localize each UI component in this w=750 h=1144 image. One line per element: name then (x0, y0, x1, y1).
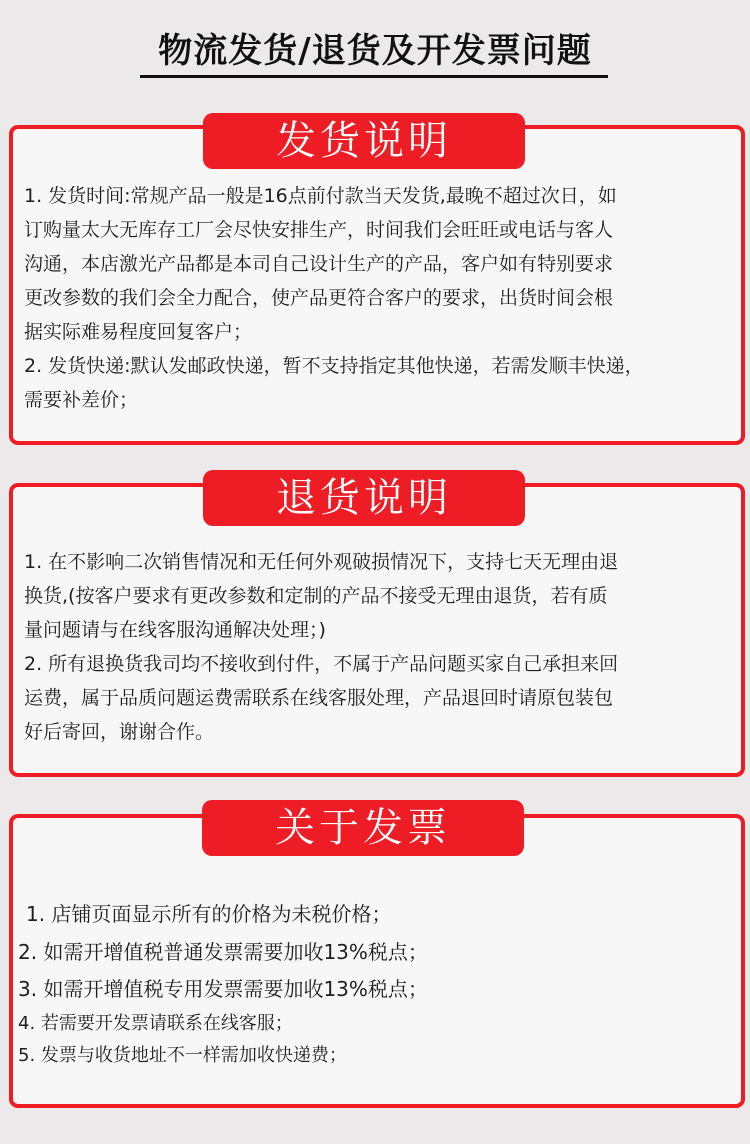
returns-line: 量问题请与在线客服沟通解决处理；) (24, 619, 326, 641)
invoice-item: 3. 如需开增值税专用发票需要加收13%税点； (18, 977, 428, 1001)
invoice-item: 2. 如需开增值税普通发票需要加收13%税点； (18, 940, 428, 964)
shipping-line: 需要补差价； (24, 389, 139, 411)
returns-heading-badge: 退货说明 (203, 470, 525, 526)
returns-line: 换货,(按客户要求有更改参数和定制的产品不接受无理由退货，若有质 (24, 585, 608, 607)
invoice-item: 5. 发票与收货地址不一样需加收快递费； (18, 1045, 347, 1066)
returns-line: 2. 所有退换货我司均不接收到付件，不属于产品问题买家自己承担来回 (24, 653, 619, 675)
invoice-item: 4. 若需要开发票请联系在线客服； (18, 1013, 293, 1034)
page-title: 物流发货/退货及开发票问题 (158, 31, 592, 71)
returns-line: 好后寄回，谢谢合作。 (24, 721, 215, 743)
returns-text (24, 545, 724, 749)
invoice-item: 1. 店铺页面显示所有的价格为未税价格； (26, 902, 392, 926)
shipping-line: 2. 发货快递:默认发邮政快递，暂不支持指定其他快递，若需发顺丰快递， (24, 355, 644, 377)
shipping-line: 据实际难易程度回复客户； (24, 321, 253, 343)
shipping-heading-badge: 发货说明 (203, 113, 525, 169)
shipping-line: 订购量太大无库存工厂会尽快安排生产，时间我们会旺旺或电话与客人 (24, 219, 614, 241)
shipping-line: 更改参数的我们会全力配合，使产品更符合客户的要求，出货时间会根 (24, 287, 614, 309)
invoice-heading-badge: 关于发票 (202, 800, 524, 856)
title-underline (140, 75, 608, 78)
shipping-line: 1. 发货时间:常规产品一般是16点前付款当天发货,最晚不超过次日，如 (24, 185, 617, 207)
returns-line: 1. 在不影响二次销售情况和无任何外观破损情况下，支持七天无理由退 (24, 551, 619, 573)
returns-line: 运费，属于品质问题运费需联系在线客服处理，产品退回时请原包装包 (24, 687, 614, 709)
shipping-text (24, 179, 724, 417)
shipping-line: 沟通，本店激光产品都是本司自己设计生产的产品，客户如有特别要求 (24, 253, 614, 275)
